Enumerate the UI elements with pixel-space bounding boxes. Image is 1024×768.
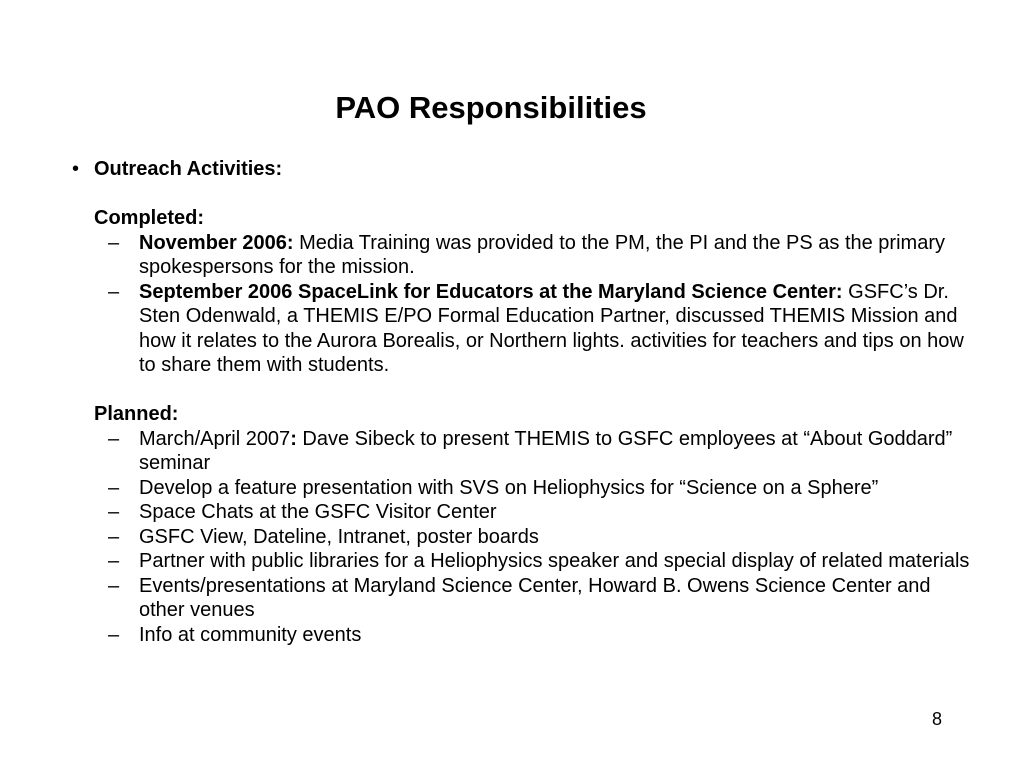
bullet-dot: • [72,158,80,180]
outreach-bullet-block [72,157,972,647]
dash-marker: – [108,476,120,499]
planned-item [94,427,972,476]
completed-item [94,231,972,280]
planned-item-text: Partner with public libraries for a Heliophysics speaker and special display of related materials [139,550,970,572]
planned-label: Planned: [94,403,179,425]
dash-marker: – [108,623,120,646]
planned-item-text: Info at community events [139,623,362,646]
planned-item-colon: : [290,427,297,450]
spacer [94,378,972,403]
planned-item-text: Events/presentations at Maryland Science Center, Howard B. Owens Science Center and other venues [139,574,931,621]
dash-marker: – [108,525,120,548]
planned-item [94,525,972,550]
planned-item-text: GSFC View, Dateline, Intranet, poster boards [139,525,539,548]
completed-item-text: Media Training was provided to the PM, the PI and the PS as the primary spokespersons for the mission. [139,231,945,278]
completed-label: Completed: [94,207,204,229]
dash-marker: – [108,501,120,523]
completed-item-date: September 2006 SpaceLink for Educators at the Maryland Science Center: [139,280,843,303]
spacer [94,182,972,207]
planned-item [94,500,972,525]
outreach-heading: Outreach Activities: [94,158,283,180]
planned-item-lead: March/April 2007 [139,427,291,450]
planned-item-text: Dave Sibeck to present THEMIS to GSFC employees at “About Goddard” seminar [139,427,953,474]
planned-item [94,476,972,501]
planned-item [94,623,972,648]
completed-list [94,231,972,378]
planned-item-text: Develop a feature presentation with SVS on Heliophysics for “Science on a Sphere” [139,476,879,499]
dash-marker: – [108,550,120,572]
planned-item [94,549,972,574]
completed-item-text: GSFC’s Dr. Sten Odenwald, a THEMIS E/PO Formal Education Partner, discussed THEMIS Mission and how it relates to the Aurora Borealis, or Northern lights. activities for teachers and tips on how to share them with students. [139,280,964,376]
planned-item-text: Space Chats at the GSFC Visitor Center [139,501,497,523]
dash-marker: – [108,427,120,450]
page-number: 8 [932,709,943,729]
completed-item [94,280,972,378]
outreach-bullet [72,157,972,647]
dash-marker: – [108,231,120,254]
slide-title: PAO Responsibilities [335,90,647,125]
completed-item-date: November 2006: [139,231,294,254]
dash-marker: – [108,280,120,303]
planned-item [94,574,972,623]
planned-list [94,427,972,648]
dash-marker: – [108,574,120,597]
